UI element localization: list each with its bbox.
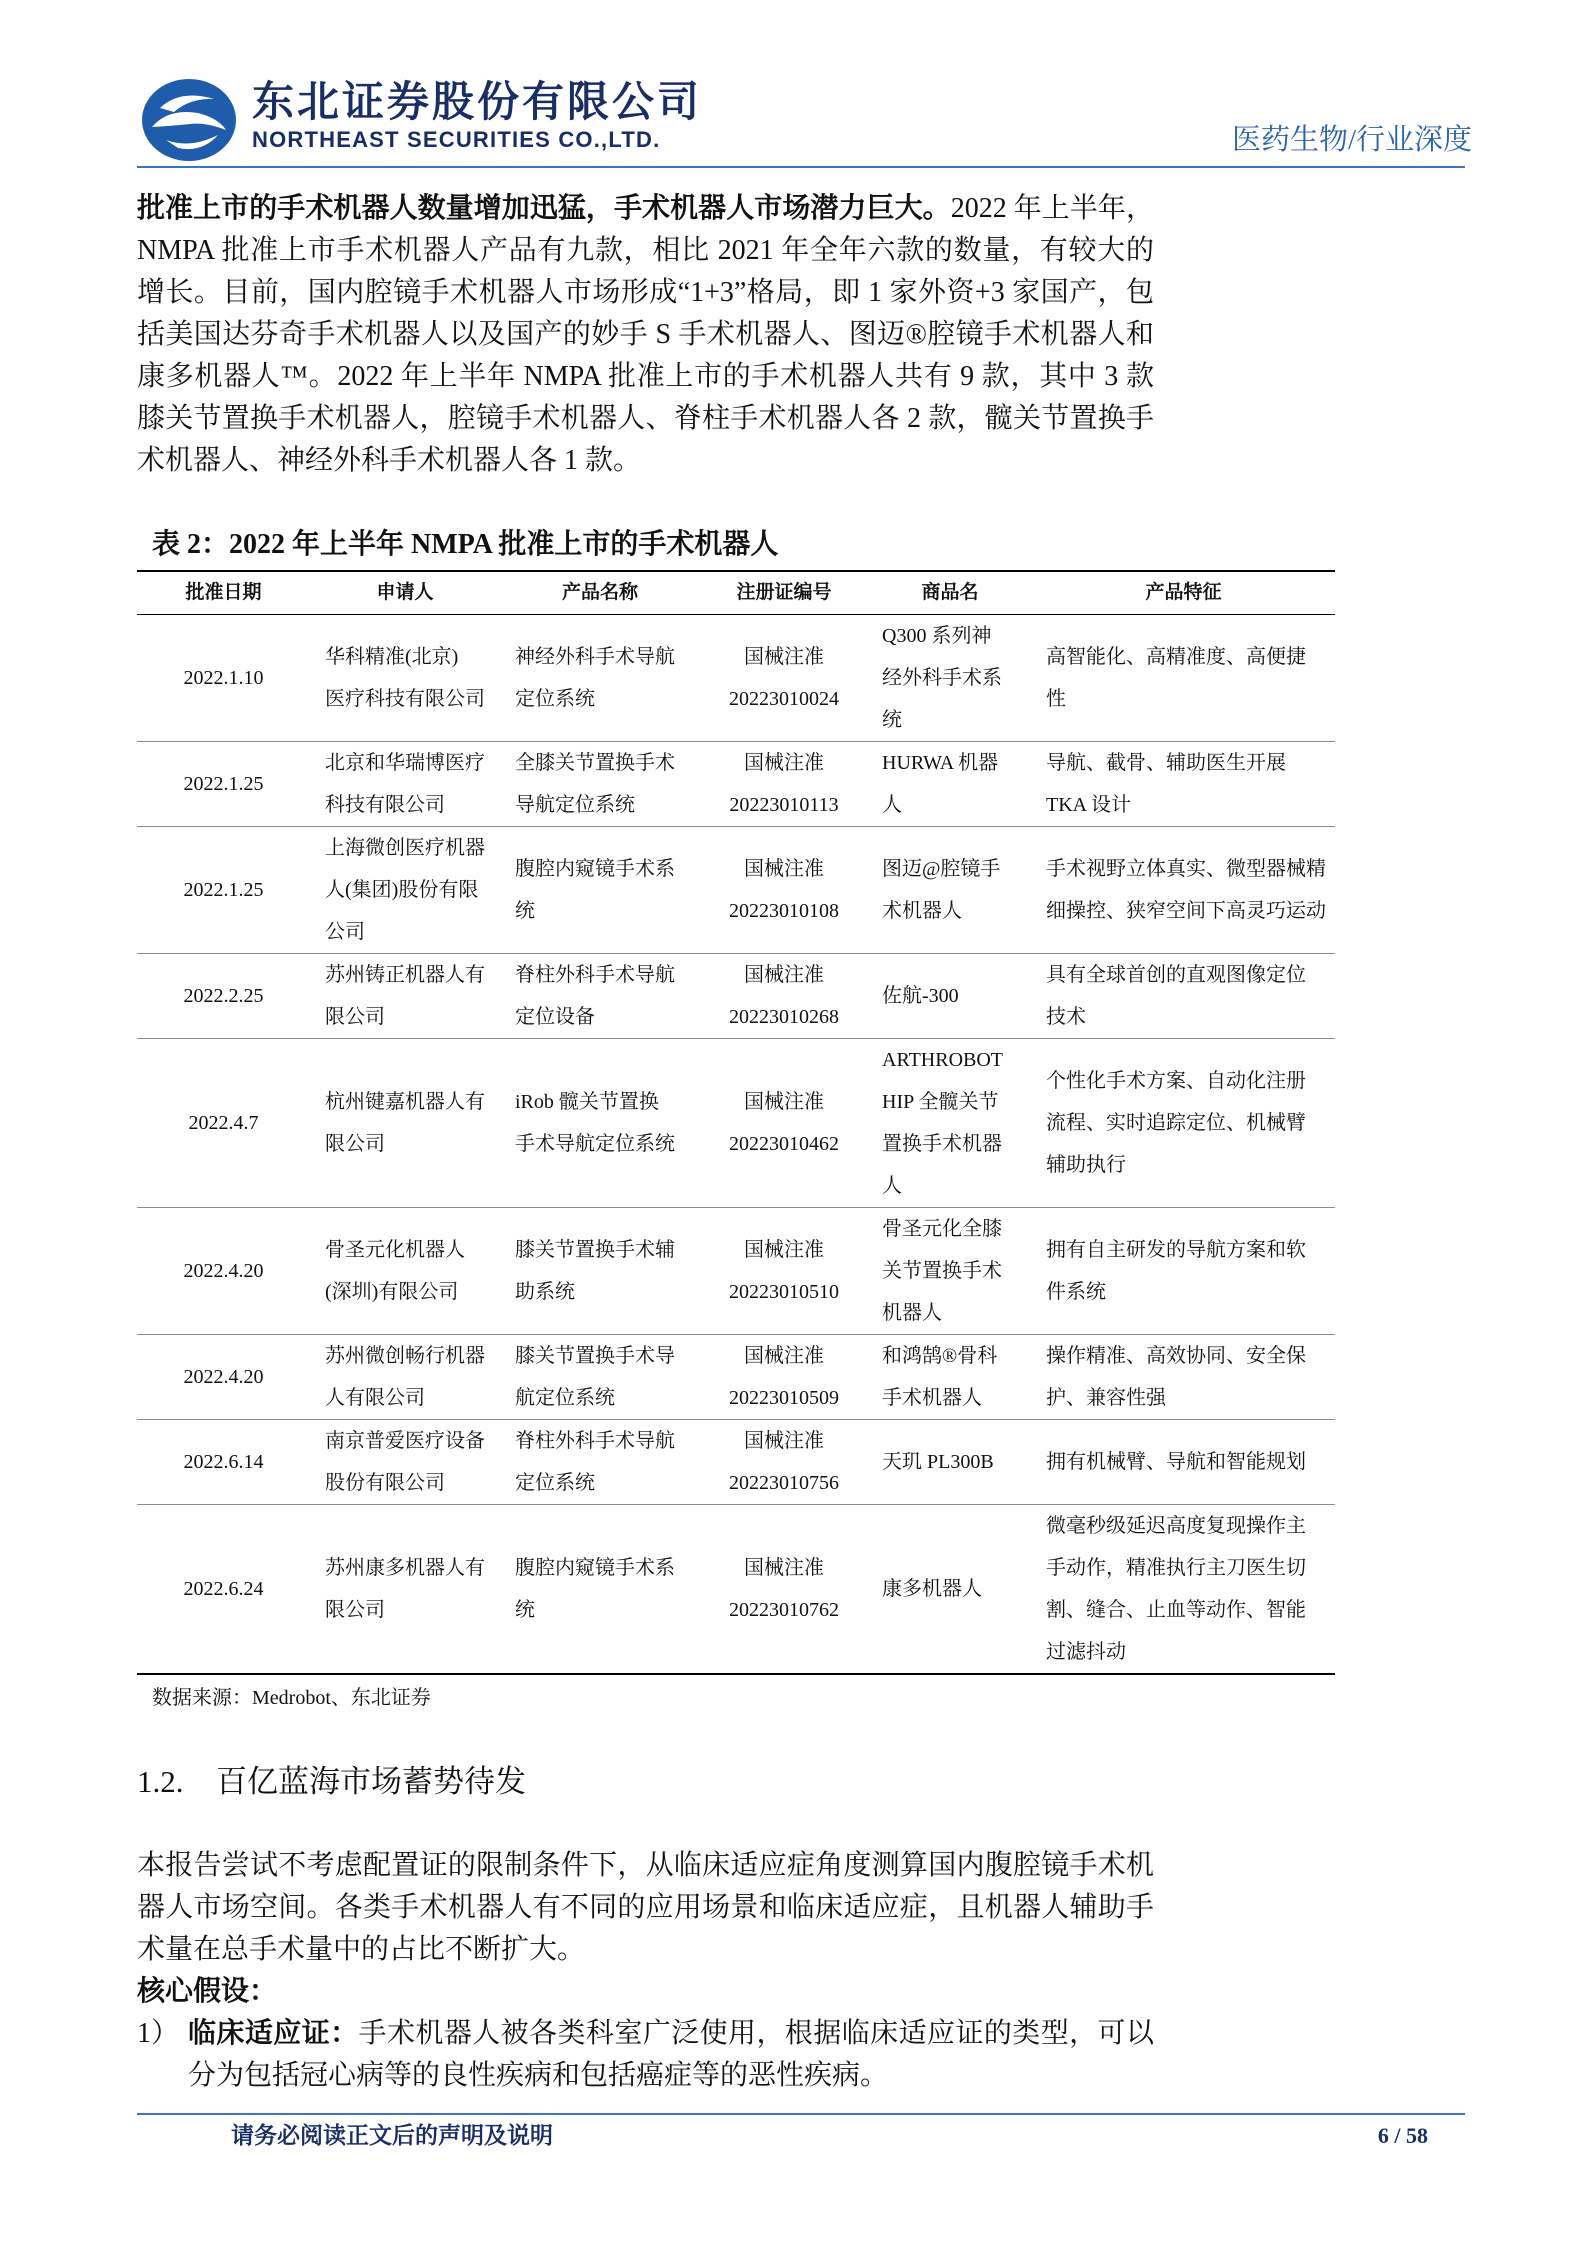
page-number: 6 / 58 — [1377, 2123, 1428, 2148]
cell-line: 人 — [882, 1175, 902, 1197]
assumption-item — [137, 2013, 1154, 2055]
cell-line: 2022.1.10 — [183, 667, 264, 689]
cell-line: 20223010510 — [729, 1281, 839, 1303]
cell-date — [137, 827, 310, 954]
cell-line: 苏州铸正机器人有 — [325, 964, 485, 986]
cell-trade-name — [868, 742, 1032, 827]
body-line: 器人市场空间。各类手术机器人有不同的应用场景和临床适应症，且机器人辅助手 — [137, 1892, 1154, 1923]
approved-robots-table — [137, 570, 1335, 1675]
intro-line: 括美国达芬奇手术机器人以及国产的妙手 S 手术机器人、图迈®腔镜手术机器人和 — [137, 319, 1154, 350]
intro-line: 康多机器人™。2022 年上半年 NMPA 批准上市的手术机器人共有 9 款，其中 3 款 — [137, 361, 1154, 392]
cell-registration — [700, 1208, 868, 1335]
cell-line: 定位系统 — [515, 688, 595, 710]
cell-line: 关节置换手术 — [882, 1260, 1002, 1282]
cell-line: 全膝关节置换手术 — [515, 752, 675, 774]
cell-applicant — [310, 1420, 500, 1505]
table-row — [137, 742, 1335, 827]
cell-line: 苏州微创畅行机器 — [325, 1345, 485, 1367]
cell-line: 导航定位系统 — [515, 794, 635, 816]
cell-date — [137, 1208, 310, 1335]
cell-line: 科技有限公司 — [325, 794, 445, 816]
cell-line: 国械注准 — [744, 1430, 824, 1452]
cell-line: 置换手术机器 — [882, 1133, 1002, 1155]
section-number: 1.2. — [137, 1764, 184, 1799]
cell-features — [1032, 742, 1335, 827]
cell-line: ARTHROBOT — [882, 1049, 1004, 1071]
table-header-row — [137, 571, 1335, 615]
table-title: 表 2：2022 年上半年 NMPA 批准上市的手术机器人 — [152, 529, 779, 560]
table-row — [137, 1505, 1335, 1675]
header-features: 产品特征 — [1145, 582, 1222, 603]
table-body — [137, 615, 1335, 1675]
cell-features — [1032, 1420, 1335, 1505]
cell-line: 华科精准(北京) — [325, 646, 459, 668]
table-row — [137, 1335, 1335, 1420]
assumption-label: 核心假设： — [137, 1976, 278, 2007]
company-name-cn: 东北证券股份有限公司 — [252, 78, 703, 125]
cell-date — [137, 1420, 310, 1505]
cell-line: 手术导航定位系统 — [515, 1133, 675, 1155]
company-logo-icon — [140, 77, 238, 163]
cell-date — [137, 1335, 310, 1420]
cell-line: 膝关节置换手术辅 — [515, 1239, 675, 1261]
data-source-note: 数据来源：Medrobot、东北证券 — [152, 1687, 431, 1709]
cell-line: 公司 — [325, 921, 365, 943]
cell-trade-name — [868, 1505, 1032, 1675]
cell-line: 2022.4.20 — [183, 1260, 264, 1282]
section-heading — [137, 1761, 526, 1803]
cell-line: 20223010509 — [729, 1387, 839, 1409]
cell-line: 国械注准 — [744, 1345, 824, 1367]
intro-first-rest: 2022 年上半年， — [950, 193, 1154, 224]
cell-line: 助系统 — [515, 1281, 575, 1303]
cell-product — [500, 1039, 700, 1208]
cell-line: 脊柱外科手术导航 — [515, 964, 675, 986]
assumption-item-label: 临床适应证： — [188, 2018, 359, 2049]
cell-applicant — [310, 742, 500, 827]
cell-line: 国械注准 — [744, 752, 824, 774]
cell-line: 经外科手术系 — [882, 667, 1002, 689]
table-row — [137, 827, 1335, 954]
intro-line: 术机器人、神经外科手术机器人各 1 款。 — [137, 445, 642, 476]
assumption-item-text — [188, 2013, 1154, 2055]
cell-line: 图迈@腔镜手 — [882, 858, 1001, 880]
cell-line: 国械注准 — [744, 1091, 824, 1113]
header-trade-name: 商品名 — [921, 582, 979, 603]
cell-trade-name — [868, 1039, 1032, 1208]
cell-date — [137, 615, 310, 742]
footer-disclaimer: 请务必阅读正文后的声明及说明 — [231, 2123, 553, 2148]
cell-line: 2022.1.25 — [183, 773, 264, 795]
cell-line: 上海微创医疗机器 — [325, 837, 485, 859]
cell-line: 人(集团)股份有限 — [325, 879, 479, 901]
cell-line: 杭州键嘉机器人有 — [325, 1091, 485, 1113]
cell-line: 2022.1.25 — [183, 879, 264, 901]
cell-trade-name — [868, 615, 1032, 742]
intro-line: 增长。目前，国内腔镜手术机器人市场形成“1+3”格局，即 1 家外资+3 家国产，包 — [137, 277, 1154, 308]
cell-line: 国械注准 — [744, 858, 824, 880]
cell-line: 拥有自主研发的导航方案和软 — [1046, 1239, 1306, 1261]
intro-paragraph — [137, 188, 1154, 482]
cell-line: 20223010108 — [729, 900, 839, 922]
cell-registration — [700, 615, 868, 742]
cell-line: 统 — [515, 900, 535, 922]
cell-line: 2022.4.7 — [188, 1112, 259, 1134]
cell-line: 人 — [882, 794, 902, 816]
cell-applicant — [310, 1208, 500, 1335]
header-product-name: 产品名称 — [561, 582, 638, 603]
cell-applicant — [310, 1505, 500, 1675]
cell-line: 件系统 — [1046, 1281, 1106, 1303]
cell-date — [137, 1039, 310, 1208]
cell-line: 骨圣元化机器人 — [325, 1239, 465, 1261]
cell-features — [1032, 1505, 1335, 1675]
cell-line: 过滤抖动 — [1046, 1641, 1126, 1663]
cell-trade-name — [868, 1208, 1032, 1335]
cell-line: 脊柱外科手术导航 — [515, 1430, 675, 1452]
cell-line: 佐航-300 — [882, 985, 959, 1007]
cell-features — [1032, 1335, 1335, 1420]
cell-line: 高智能化、高精准度、高便捷 — [1046, 646, 1306, 668]
cell-line: 医疗科技有限公司 — [325, 688, 485, 710]
cell-line: 南京普爱医疗设备 — [325, 1430, 485, 1452]
table-row — [137, 615, 1335, 742]
cell-registration — [700, 742, 868, 827]
body-paragraph — [137, 1845, 1154, 2097]
cell-line: 膝关节置换手术导 — [515, 1345, 675, 1367]
cell-line: 20223010024 — [729, 688, 839, 710]
header-approval-date: 批准日期 — [185, 582, 262, 603]
cell-line: 20223010756 — [729, 1472, 839, 1494]
assumption-item-body: 手术机器人被各类科室广泛使用，根据临床适应证的类型，可以 — [358, 2018, 1154, 2049]
cell-line: 护、兼容性强 — [1046, 1387, 1166, 1409]
cell-product — [500, 954, 700, 1039]
intro-lead: 批准上市的手术机器人数量增加迅猛，手术机器人市场潜力巨大。 — [137, 193, 951, 224]
cell-line: 性 — [1046, 688, 1066, 710]
cell-product — [500, 742, 700, 827]
body-line: 术量在总手术量中的占比不断扩大。 — [137, 1934, 586, 1965]
cell-features — [1032, 827, 1335, 954]
cell-line: 苏州康多机器人有 — [325, 1557, 485, 1579]
cell-line: 导航、截骨、辅助医生开展 — [1046, 752, 1286, 774]
cell-line: 康多机器人 — [882, 1578, 982, 1600]
cell-trade-name — [868, 827, 1032, 954]
cell-line: 2022.4.20 — [183, 1366, 264, 1388]
cell-features — [1032, 954, 1335, 1039]
cell-line: 微毫秒级延迟高度复现操作主 — [1046, 1515, 1306, 1537]
cell-line: 和鸿鹄®骨科 — [882, 1345, 998, 1367]
body-line: 本报告尝试不考虑配置证的限制条件下，从临床适应症角度测算国内腹腔镜手术机 — [137, 1850, 1154, 1881]
cell-line: 2022.6.24 — [183, 1578, 264, 1600]
cell-product — [500, 827, 700, 954]
intro-line: NMPA 批准上市手术机器人产品有九款，相比 2021 年全年六款的数量，有较大的 — [137, 235, 1154, 266]
cell-line: 流程、实时追踪定位、机械臂 — [1046, 1112, 1306, 1134]
cell-line: 北京和华瑞博医疗 — [325, 752, 485, 774]
cell-trade-name — [868, 1335, 1032, 1420]
cell-line: 国械注准 — [744, 964, 824, 986]
cell-registration — [700, 1505, 868, 1675]
cell-applicant — [310, 954, 500, 1039]
cell-line: 腹腔内窥镜手术系 — [515, 1557, 675, 1579]
cell-line: 技术 — [1046, 1006, 1086, 1028]
cell-date — [137, 742, 310, 827]
cell-applicant — [310, 1335, 500, 1420]
cell-date — [137, 1505, 310, 1675]
cell-product — [500, 1420, 700, 1505]
cell-line: 股份有限公司 — [325, 1472, 445, 1494]
cell-line: TKA 设计 — [1046, 794, 1131, 816]
cell-applicant — [310, 1039, 500, 1208]
cell-line: 辅助执行 — [1046, 1154, 1126, 1176]
intro-line: 膝关节置换手术机器人，腔镜手术机器人、脊柱手术机器人各 2 款，髋关节置换手 — [137, 403, 1154, 434]
cell-line: 限公司 — [325, 1599, 385, 1621]
cell-applicant — [310, 615, 500, 742]
cell-line: 国械注准 — [744, 1557, 824, 1579]
cell-applicant — [310, 827, 500, 954]
cell-line: 20223010268 — [729, 1006, 839, 1028]
assumption-item-continuation: 分为包括冠心病等的良性疾病和包括癌症等的恶性疾病。 — [188, 2060, 889, 2091]
cell-line: 20223010113 — [729, 794, 839, 816]
cell-line: 操作精准、高效协同、安全保 — [1046, 1345, 1306, 1367]
cell-line: 个性化手术方案、自动化注册 — [1046, 1070, 1306, 1092]
cell-line: 20223010762 — [729, 1599, 839, 1621]
cell-features — [1032, 1039, 1335, 1208]
cell-line: 拥有机械臂、导航和智能规划 — [1046, 1451, 1306, 1473]
header-divider — [137, 166, 1465, 168]
cell-registration — [700, 1335, 868, 1420]
cell-registration — [700, 1039, 868, 1208]
cell-line: HURWA 机器 — [882, 752, 999, 774]
cell-registration — [700, 954, 868, 1039]
cell-line: Q300 系列神 — [882, 625, 992, 647]
cell-registration — [700, 827, 868, 954]
cell-line: 限公司 — [325, 1006, 385, 1028]
cell-product — [500, 1505, 700, 1675]
header-applicant: 申请人 — [376, 582, 434, 603]
cell-line: 航定位系统 — [515, 1387, 615, 1409]
list-marker: 1） — [137, 2018, 180, 2049]
cell-features — [1032, 615, 1335, 742]
cell-trade-name — [868, 954, 1032, 1039]
header-registration-no: 注册证编号 — [736, 582, 832, 603]
cell-registration — [700, 1420, 868, 1505]
cell-line: 骨圣元化全膝 — [882, 1218, 1002, 1240]
cell-line: 统 — [515, 1599, 535, 1621]
cell-line: 手动作，精准执行主刀医生切 — [1046, 1557, 1306, 1579]
table-row — [137, 1420, 1335, 1505]
company-name-en: NORTHEAST SECURITIES CO.,LTD. — [252, 127, 661, 152]
cell-line: 定位系统 — [515, 1472, 595, 1494]
cell-date — [137, 954, 310, 1039]
cell-line: 2022.2.25 — [183, 985, 264, 1007]
cell-line: 具有全球首创的直观图像定位 — [1046, 964, 1306, 986]
cell-line: 定位设备 — [515, 1006, 595, 1028]
cell-line: 神经外科手术导航 — [515, 646, 675, 668]
cell-line: 手术机器人 — [882, 1387, 982, 1409]
cell-line: 机器人 — [882, 1302, 942, 1324]
cell-line: 细操控、狭窄空间下高灵巧运动 — [1046, 900, 1326, 922]
report-section-tag: 医药生物/行业深度 — [1231, 124, 1472, 156]
cell-line: 人有限公司 — [325, 1387, 425, 1409]
cell-product — [500, 1335, 700, 1420]
cell-product — [500, 1208, 700, 1335]
cell-line: 手术视野立体真实、微型器械精 — [1046, 858, 1326, 880]
cell-product — [500, 615, 700, 742]
intro-line — [137, 188, 1154, 230]
cell-line: 天玑 PL300B — [882, 1451, 994, 1473]
cell-line: iRob 髋关节置换 — [515, 1091, 659, 1113]
cell-line: 术机器人 — [882, 900, 962, 922]
cell-trade-name — [868, 1420, 1032, 1505]
cell-line: 国械注准 — [744, 1239, 824, 1261]
section-title: 百亿蓝海市场蓄势待发 — [216, 1764, 526, 1799]
cell-line: 统 — [882, 709, 902, 731]
cell-features — [1032, 1208, 1335, 1335]
cell-line: 2022.6.14 — [183, 1451, 264, 1473]
table-row — [137, 954, 1335, 1039]
cell-line: 20223010462 — [729, 1133, 839, 1155]
cell-line: 腹腔内窥镜手术系 — [515, 858, 675, 880]
cell-line: (深圳)有限公司 — [325, 1281, 459, 1303]
cell-line: 国械注准 — [744, 646, 824, 668]
footer-divider — [137, 2113, 1465, 2115]
cell-line: HIP 全髋关节 — [882, 1091, 999, 1113]
table-row — [137, 1208, 1335, 1335]
cell-line: 割、缝合、止血等动作、智能 — [1046, 1599, 1306, 1621]
table-row — [137, 1039, 1335, 1208]
cell-line: 限公司 — [325, 1133, 385, 1155]
